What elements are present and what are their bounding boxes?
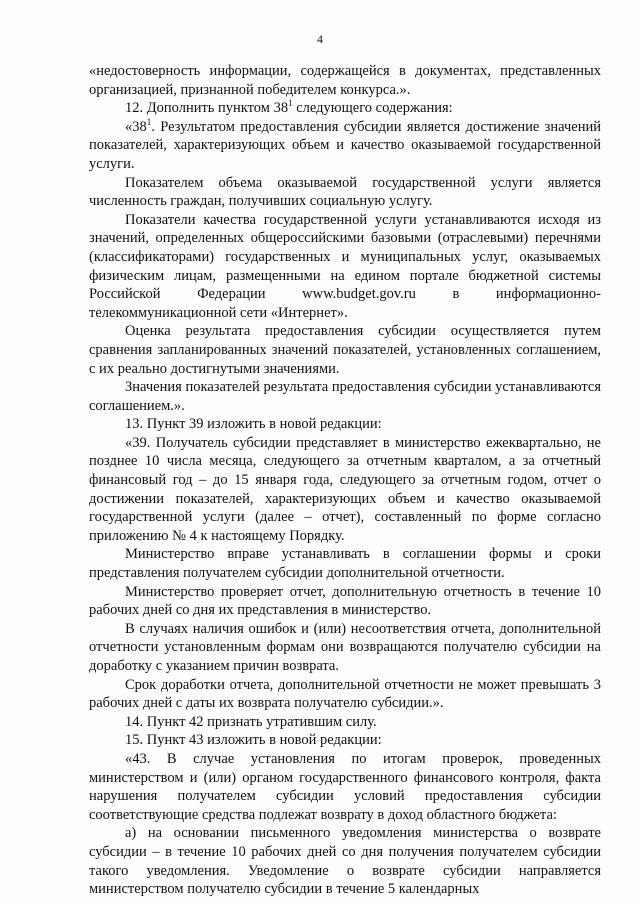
paragraph: Срок доработки отчета, дополнительной отчетности не может превышать 3 рабочих дней с даты их возврата получателю субсидии.». — [89, 676, 601, 712]
paragraph: Значения показателей результата предоставления субсидии устанавливаются соглашением.». — [89, 379, 601, 414]
paragraph: Показателем объема оказываемой государственной услуги является численность граждан, получивших социальную услугу. — [89, 174, 601, 210]
paragraph: 13. Пункт 39 изложить в новой редакции: — [125, 416, 382, 433]
page-number: 4 — [317, 32, 323, 46]
paragraph: а) на основании письменного уведомления министерства о возврате субсидии – в течение 10 рабочих дней со дня получения получателем субсидии такого уведомления. Уведомление о возврате субсидии направляется министерством получателю субсидии в течение 5 календарных — [89, 825, 601, 898]
paragraph: «недостоверность информации, содержащейся в документах, представленных организацией, признанной победителем конкурса.». — [89, 63, 601, 98]
paragraph: В случаях наличия ошибок и (или) несоответствия отчета, дополнительной отчетности установленным формам они возвращаются получателю субсидии на доработку с указанием причин возврата. — [89, 620, 601, 674]
paragraph: 14. Пункт 42 признать утратившим силу. — [125, 713, 377, 730]
superscript: 1 — [146, 116, 152, 127]
document-body — [89, 62, 601, 899]
paragraph: Показатели качества государственной услуги устанавливаются исходя из значений, определенных общероссийскими базовыми (отраслевыми) перечнями (классификаторами) государственных и муниципальных услуг, оказываемых физическим лицам, размещенными на едином портале бюджетной системы Российской Федерации www.budget.gov.ru в информационно-телекоммуникационной сети «Интернет». — [89, 211, 601, 321]
superscript: 1 — [288, 98, 293, 109]
paragraph: «$38^1$. Результатом предоставления субсидии является достижение значений показателей, характеризующих объем и качество оказываемой государственной услуги. — [89, 116, 601, 172]
paragraph: Оценка результата предоставления субсидии осуществляется путем сравнения запланированных значений показателей, установленных соглашением, с их реально достигнутыми значениями. — [89, 323, 601, 377]
paragraph: «39. Получатель субсидии представляет в министерство ежеквартально, не позднее 10 числа месяца, следующего за отчетным кварталом, а за отчетный финансовый год – до 15 января года, следующего за отчетным годом, отчет о достижении показателей, характеризующих объем и качество оказываемой государственной услуги (далее – отчет), составленный по форме согласно приложению № 4 к настоящему Порядку. — [89, 434, 601, 544]
paragraph: Министерство проверяет отчет, дополнительную отчетность в течение 10 рабочих дней со дня их представления в министерство. — [89, 583, 601, 619]
paragraph: 15. Пункт 43 изложить в новой редакции: — [125, 732, 382, 749]
paragraph: 12. Дополнить пунктом $38^1$ следующего содержания: — [125, 98, 453, 117]
paragraph: «43. В случае установления по итогам проверок, проведенных министерством и (или) органом государственного финансового контроля, факта нарушения получателем субсидии условий предоставления субсидии соответствующие средства подлежат возврату в доход областного бюджета: — [89, 750, 601, 823]
paragraph: Министерство вправе устанавливать в соглашении формы и сроки представления получателем субсидии дополнительной отчетности. — [89, 546, 601, 582]
